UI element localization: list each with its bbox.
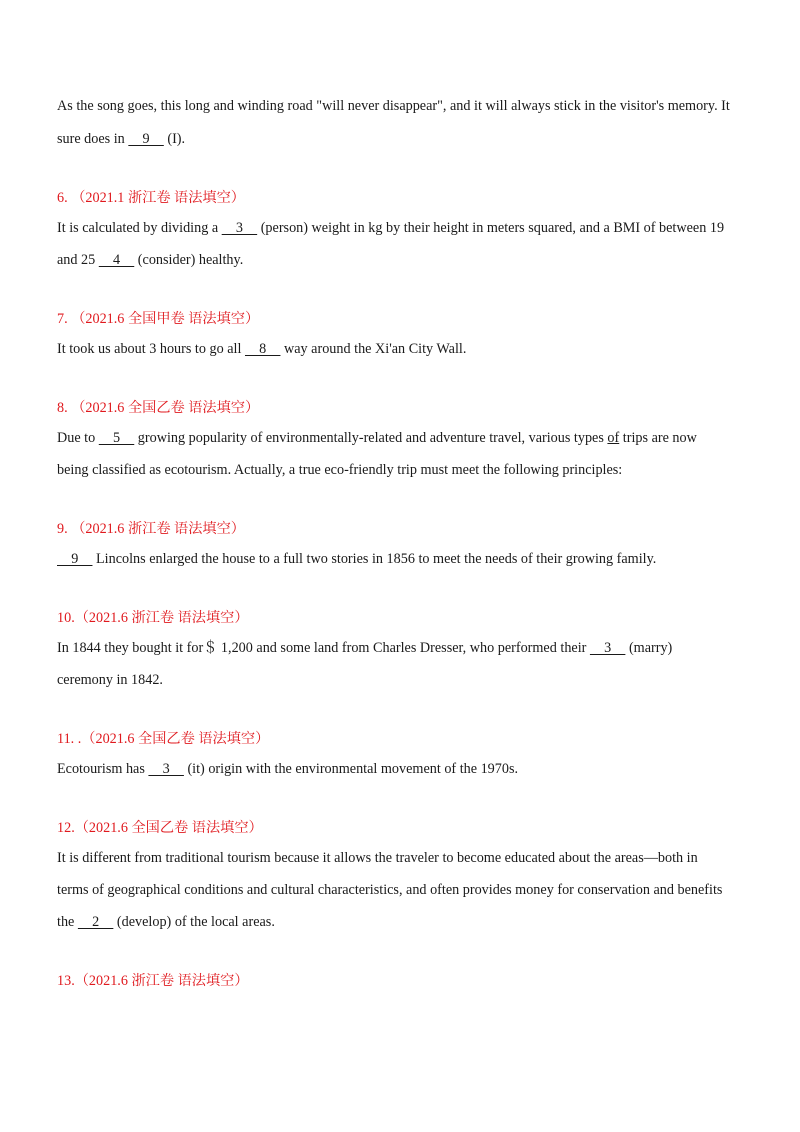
question-heading: 6. （2021.1 浙江卷 语法填空）: [57, 190, 245, 206]
body-line: As the song goes, this long and winding road "will never disappear", and it will always stick in the visitor's memory. It: [57, 98, 730, 114]
question-heading: 10.（2021.6 浙江卷 语法填空）: [57, 610, 249, 626]
answer-blank: 2: [77, 914, 114, 930]
body-line: being classified as ecotourism. Actually, a true eco-friendly trip must meet the following principles:: [57, 462, 623, 478]
answer-blank: 3: [221, 220, 258, 236]
body-line: Due to 5 growing popularity of environmentally-related and adventure travel, various types of trips are now: [57, 430, 697, 446]
body-line: terms of geographical conditions and cultural characteristics, and often provides money for conservation and benefits: [57, 882, 723, 898]
body-line: and 25 4 (consider) healthy.: [57, 252, 244, 268]
body-line: 9 Lincolns enlarged the house to a full two stories in 1856 to meet the needs of their growing family.: [57, 551, 657, 567]
body-line: It is different from traditional tourism because it allows the traveler to become educated about the areas—both in: [57, 850, 698, 866]
body-line: sure does in 9 (I).: [57, 131, 186, 147]
underlined-word: of: [607, 430, 620, 446]
answer-blank: 9: [128, 131, 164, 147]
question-heading: 12.（2021.6 全国乙卷 语法填空）: [57, 820, 263, 836]
question-heading: 7. （2021.6 全国甲卷 语法填空）: [57, 311, 260, 327]
question-heading: 9. （2021.6 浙江卷 语法填空）: [57, 521, 245, 537]
answer-blank: 8: [244, 341, 281, 357]
body-line: ceremony in 1842.: [57, 672, 163, 688]
question-heading: 11. .（2021.6 全国乙卷 语法填空）: [57, 731, 270, 747]
question-heading: 8. （2021.6 全国乙卷 语法填空）: [57, 400, 260, 416]
body-line: Ecotourism has 3 (it) origin with the environmental movement of the 1970s.: [57, 761, 519, 777]
answer-blank: 5: [98, 430, 135, 446]
body-line: It is calculated by dividing a 3 (person) weight in kg by their height in meters squared, and a BMI of between 19: [57, 220, 725, 236]
question-heading: 13.（2021.6 浙江卷 语法填空）: [57, 973, 249, 989]
answer-blank: 4: [98, 252, 135, 268]
body-line: It took us about 3 hours to go all 8 way around the Xi'an City Wall.: [57, 341, 467, 357]
body-line: In 1844 they bought it for＄ 1,200 and some land from Charles Dresser, who performed their 3 (marry): [57, 640, 673, 656]
answer-blank: 9: [57, 551, 93, 567]
answer-blank: 3: [148, 761, 184, 777]
body-line: the 2 (develop) of the local areas.: [57, 914, 275, 930]
answer-blank: 3: [589, 640, 626, 656]
